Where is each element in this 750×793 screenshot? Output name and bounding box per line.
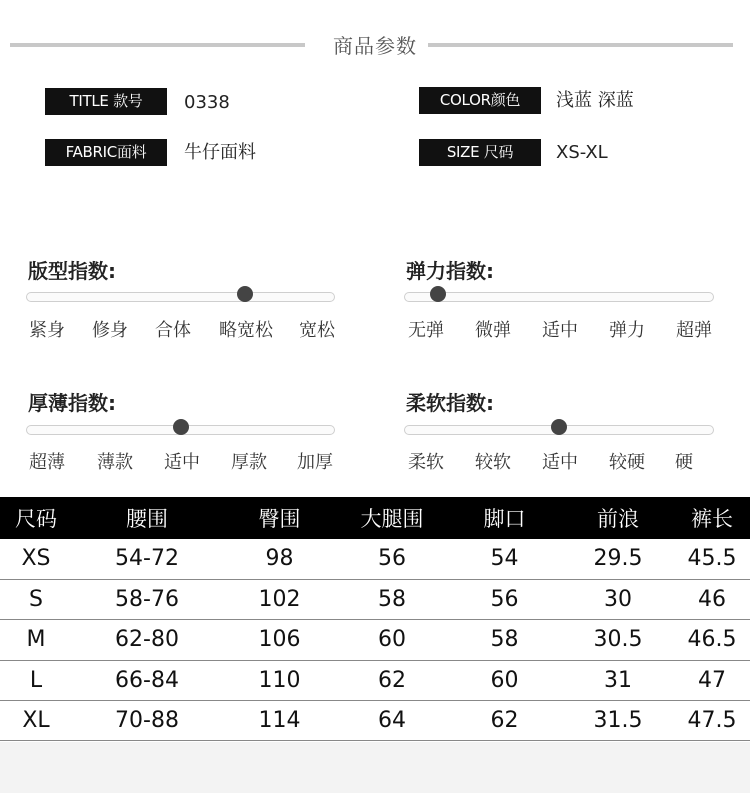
index-title-softness: 柔软指数: (406, 391, 494, 415)
table-cell: 56 (447, 579, 562, 619)
table-cell: 110 (222, 660, 337, 700)
index-option: 较软 (475, 452, 511, 473)
index-knob-thickness (173, 419, 189, 435)
table-cell: 46.5 (674, 620, 750, 660)
table-cell: 29.5 (562, 539, 674, 579)
value-fabric: 牛仔面料 (184, 142, 256, 163)
value-color: 浅蓝 深蓝 (556, 90, 634, 111)
index-title-fit: 版型指数: (28, 259, 116, 283)
index-knob-fit (237, 286, 253, 302)
table-row (0, 539, 750, 579)
index-option: 无弹 (408, 320, 444, 341)
table-cell: 56 (337, 539, 447, 579)
column-header: 腰围 (72, 497, 222, 539)
index-track-stretch (404, 292, 714, 302)
table-cell: XS (0, 539, 72, 579)
table-cell: 98 (222, 539, 337, 579)
index-option: 宽松 (299, 320, 335, 341)
index-title-thickness: 厚薄指数: (28, 391, 116, 415)
index-option: 适中 (164, 452, 200, 473)
index-option: 厚款 (231, 452, 267, 473)
column-header: 脚口 (447, 497, 562, 539)
index-option: 微弹 (475, 320, 511, 341)
index-option: 硬 (675, 452, 693, 473)
table-cell: 30 (562, 579, 674, 619)
index-option: 薄款 (97, 452, 133, 473)
table-cell: 47 (674, 660, 750, 700)
index-option: 超薄 (29, 452, 65, 473)
index-option: 弹力 (609, 320, 645, 341)
index-option: 合体 (155, 320, 191, 341)
index-option: 修身 (92, 320, 128, 341)
table-cell: 60 (337, 620, 447, 660)
table-cell: 62 (447, 701, 562, 741)
index-option: 适中 (542, 320, 578, 341)
table-cell: 64 (337, 701, 447, 741)
table-cell: M (0, 620, 72, 660)
index-knob-softness (551, 419, 567, 435)
index-title-stretch: 弹力指数: (406, 259, 494, 283)
value-size: XS-XL (556, 142, 608, 163)
tag-fabric: FABRIC面料 (45, 139, 167, 166)
table-cell: L (0, 660, 72, 700)
tag-color: COLOR颜色 (419, 87, 541, 114)
index-knob-stretch (430, 286, 446, 302)
table-cell: S (0, 579, 72, 619)
table-cell: XL (0, 701, 72, 741)
column-header: 尺码 (0, 497, 72, 539)
footer-band (0, 742, 750, 793)
table-cell: 31 (562, 660, 674, 700)
header-rule-right (428, 43, 733, 47)
size-table-header (0, 497, 750, 539)
size-table (0, 497, 750, 741)
table-cell: 102 (222, 579, 337, 619)
table-cell: 66-84 (72, 660, 222, 700)
table-cell: 58-76 (72, 579, 222, 619)
tag-size: SIZE 尺码 (419, 139, 541, 166)
table-row (0, 660, 750, 700)
index-option: 超弹 (676, 320, 712, 341)
table-row (0, 620, 750, 660)
column-header: 裤长 (674, 497, 750, 539)
column-header: 臀围 (222, 497, 337, 539)
table-cell: 46 (674, 579, 750, 619)
table-cell: 58 (337, 579, 447, 619)
table-cell: 30.5 (562, 620, 674, 660)
table-cell: 58 (447, 620, 562, 660)
column-header: 大腿围 (337, 497, 447, 539)
table-cell: 31.5 (562, 701, 674, 741)
table-cell: 70-88 (72, 701, 222, 741)
index-option: 加厚 (297, 452, 333, 473)
table-cell: 114 (222, 701, 337, 741)
table-row (0, 579, 750, 619)
table-cell: 54-72 (72, 539, 222, 579)
index-option: 较硬 (609, 452, 645, 473)
table-cell: 62-80 (72, 620, 222, 660)
tag-title: TITLE 款号 (45, 88, 167, 115)
table-cell: 54 (447, 539, 562, 579)
index-option: 适中 (542, 452, 578, 473)
table-row (0, 701, 750, 741)
section-title: 商品参数 (333, 34, 417, 58)
table-cell: 106 (222, 620, 337, 660)
index-option: 紧身 (29, 320, 65, 341)
index-option: 略宽松 (219, 320, 273, 341)
table-cell: 47.5 (674, 701, 750, 741)
column-header: 前浪 (562, 497, 674, 539)
table-cell: 45.5 (674, 539, 750, 579)
value-title: 0338 (184, 92, 230, 113)
table-cell: 60 (447, 660, 562, 700)
table-cell: 62 (337, 660, 447, 700)
index-option: 柔软 (408, 452, 444, 473)
index-track-fit (26, 292, 335, 302)
